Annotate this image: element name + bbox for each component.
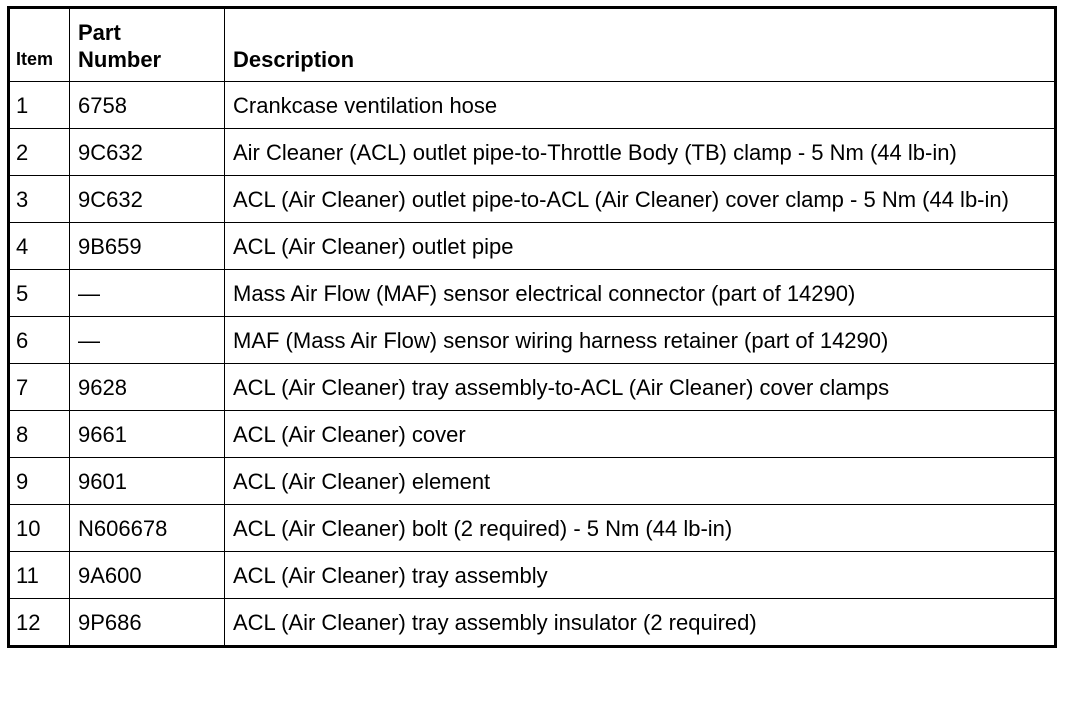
header-part-number (70, 8, 225, 82)
table-row (9, 505, 1056, 552)
table-row (9, 223, 1056, 270)
item-cell: 9 (9, 458, 70, 505)
header-item: Item (9, 8, 70, 82)
part-number-cell: 9661 (70, 411, 225, 458)
part-number-cell: 9B659 (70, 223, 225, 270)
item-cell: 3 (9, 176, 70, 223)
part-number-cell: 6758 (70, 82, 225, 129)
item-cell: 4 (9, 223, 70, 270)
item-cell: 2 (9, 129, 70, 176)
description-cell: ACL (Air Cleaner) bolt (2 required) - 5 Nm (44 lb-in) (225, 505, 1056, 552)
item-cell: 8 (9, 411, 70, 458)
description-cell: ACL (Air Cleaner) outlet pipe-to-ACL (Air Cleaner) cover clamp - 5 Nm (44 lb-in) (225, 176, 1056, 223)
part-number-cell: N606678 (70, 505, 225, 552)
item-cell: 11 (9, 552, 70, 599)
table-row (9, 458, 1056, 505)
part-number-cell: 9601 (70, 458, 225, 505)
table-row (9, 411, 1056, 458)
header-description: Description (225, 8, 1056, 82)
part-number-cell: 9C632 (70, 129, 225, 176)
item-cell: 12 (9, 599, 70, 647)
table-row (9, 599, 1056, 647)
table-row (9, 129, 1056, 176)
description-cell: ACL (Air Cleaner) outlet pipe (225, 223, 1056, 270)
part-number-cell: — (70, 317, 225, 364)
item-cell: 1 (9, 82, 70, 129)
header-part-number-line1: Part (78, 20, 121, 45)
item-cell: 6 (9, 317, 70, 364)
description-cell: ACL (Air Cleaner) tray assembly insulator (2 required) (225, 599, 1056, 647)
header-row (9, 8, 1056, 82)
part-number-cell: 9C632 (70, 176, 225, 223)
description-cell: Air Cleaner (ACL) outlet pipe-to-Throttle Body (TB) clamp - 5 Nm (44 lb-in) (225, 129, 1056, 176)
description-cell: MAF (Mass Air Flow) sensor wiring harness retainer (part of 14290) (225, 317, 1056, 364)
header-part-number-line2: Number (78, 47, 162, 72)
part-number-cell: 9628 (70, 364, 225, 411)
table-row (9, 270, 1056, 317)
table-row (9, 317, 1056, 364)
item-cell: 5 (9, 270, 70, 317)
description-cell: ACL (Air Cleaner) element (225, 458, 1056, 505)
table-row (9, 82, 1056, 129)
description-cell: ACL (Air Cleaner) tray assembly-to-ACL (Air Cleaner) cover clamps (225, 364, 1056, 411)
part-number-cell: — (70, 270, 225, 317)
item-cell: 7 (9, 364, 70, 411)
item-cell: 10 (9, 505, 70, 552)
description-cell: ACL (Air Cleaner) cover (225, 411, 1056, 458)
part-number-cell: 9A600 (70, 552, 225, 599)
part-number-cell: 9P686 (70, 599, 225, 647)
table-row (9, 176, 1056, 223)
description-cell: Crankcase ventilation hose (225, 82, 1056, 129)
parts-table (7, 6, 1057, 648)
table-row (9, 364, 1056, 411)
table-row (9, 552, 1056, 599)
description-cell: ACL (Air Cleaner) tray assembly (225, 552, 1056, 599)
description-cell: Mass Air Flow (MAF) sensor electrical connector (part of 14290) (225, 270, 1056, 317)
